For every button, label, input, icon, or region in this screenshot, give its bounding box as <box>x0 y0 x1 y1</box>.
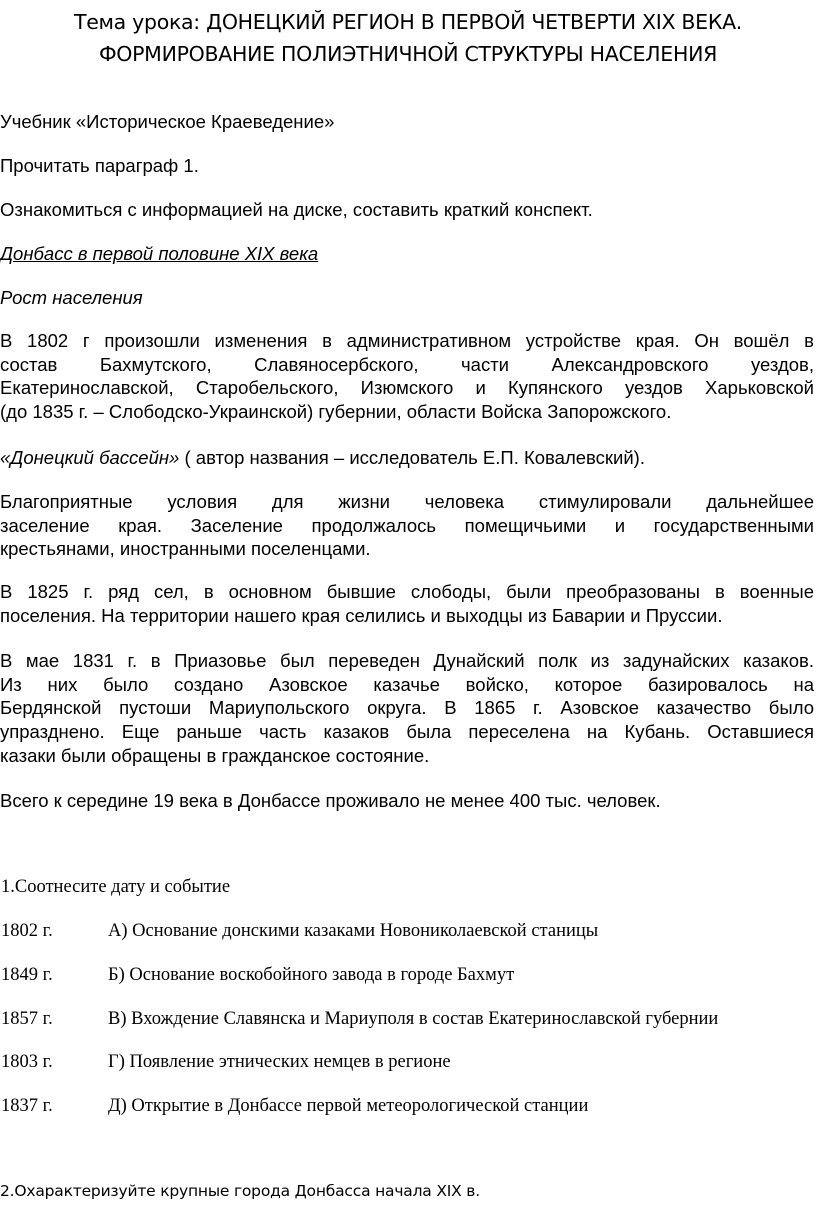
task1-date: 1837 г. <box>1 1096 53 1116</box>
paragraph-donetsk-basin <box>0 446 645 470</box>
task1-heading: 1.Соотнесите дату и событие <box>1 877 231 897</box>
paragraph-line: В мае 1831 г. в Приазовье был переведен Дунайский полк из задунайских казаков. <box>0 650 814 671</box>
task1-date: 1803 г. <box>1 1052 53 1072</box>
section-heading: Донбасс в первой половине XIX века <box>0 243 319 264</box>
paragraph-military-settlements <box>0 580 814 627</box>
paragraph-line: поселения. На территории нашего края селились и выходцы из Баварии и Пруссии. <box>0 604 723 626</box>
task1-event: Г) Появление этнических немцев в регионе <box>108 1052 451 1072</box>
lesson-title <box>0 6 816 70</box>
paragraph-azov-cossacks <box>0 649 814 768</box>
paragraph-line: казаки были обращены в гражданское состояние. <box>0 744 430 766</box>
paragraph-line: В 1802 г произошли изменения в административном устройстве края. Он вошёл в <box>0 330 814 351</box>
paragraph-line: заселение края. Заселение продолжалось помещичьими и государственными <box>0 514 814 536</box>
paragraph-line: Бердянской пустоши Мариупольского округа. В 1865 г. Азовское казачество было <box>0 697 814 719</box>
lesson-title-line-1: Тема урока: ДОНЕЦКИЙ РЕГИОН В ПЕРВОЙ ЧЕТВЕРТИ XIX ВЕКА. <box>73 10 743 34</box>
summary-task-line: Ознакомиться с информацией на диске, составить краткий конспект. <box>0 199 593 220</box>
paragraph-line: упразднено. Еще раньше часть казаков была переселена на Кубань. Оставшиеся <box>0 721 814 743</box>
paragraph-line: крестьянами, иностранными поселенцами. <box>0 538 371 560</box>
paragraph-line: Благоприятные условия для жизни человека стимулировали дальнейшее <box>0 491 814 512</box>
paragraph-line: Из них было создано Азовское казачье войско, которое базировалось на <box>0 673 814 695</box>
task1-date: 1849 г. <box>1 965 53 985</box>
paragraph-line: Екатеринославской, Старобельского, Изюмского и Купянского уездов Харьковской <box>0 377 814 399</box>
lesson-title-line-2: ФОРМИРОВАНИЕ ПОЛИЭТНИЧНОЙ СТРУКТУРЫ НАСЕЛЕНИЯ <box>98 42 718 66</box>
task1-event: А) Основание донскими казаками Новониколаевской станицы <box>108 921 599 941</box>
task1-event: Б) Основание воскобойного завода в городе Бахмут <box>108 965 515 985</box>
donetsk-basin-term: «Донецкий бассейн» <box>0 447 180 468</box>
textbook-line: Учебник «Историческое Краеведение» <box>0 111 335 132</box>
task2-heading: 2.Охарактеризуйте крупные города Донбасса начала XIX в. <box>0 1182 480 1200</box>
task1-event: В) Вхождение Славянска и Мариуполя в состав Екатеринославской губернии <box>108 1009 719 1029</box>
task1-date: 1857 г. <box>1 1009 53 1029</box>
paragraph-line: состав Бахмутского, Славяносербского, части Александровского уездов, <box>0 353 814 375</box>
paragraph-population-total: Всего к середине 19 века в Донбассе проживало не менее 400 тыс. человек. <box>0 790 661 811</box>
paragraph-settlement <box>0 490 814 561</box>
donetsk-basin-author: ( автор названия – исследователь Е.П. Ковалевский). <box>179 447 645 468</box>
task1-date: 1802 г. <box>1 921 53 941</box>
paragraph-line: (до 1835 г. – Слободско-Украинской) губернии, области Войска Запорожского. <box>0 401 672 423</box>
paragraph-line: В 1825 г. ряд сел, в основном бывшие слободы, были преобразованы в военные <box>0 581 814 602</box>
paragraph-administrative <box>0 329 814 424</box>
task1-event: Д) Открытие в Донбассе первой метеорологической станции <box>108 1096 589 1116</box>
section-subheading: Рост населения <box>0 287 143 308</box>
read-paragraph-line: Прочитать параграф 1. <box>0 155 199 176</box>
